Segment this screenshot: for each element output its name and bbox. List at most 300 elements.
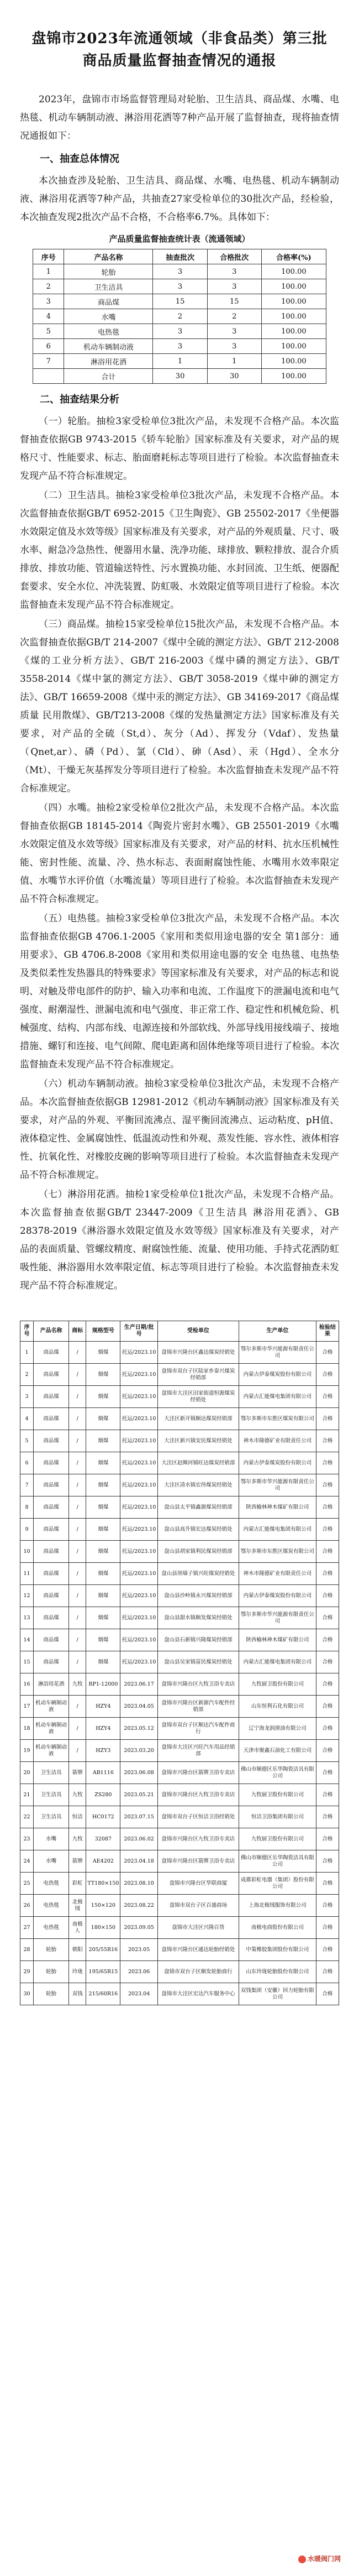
detail-cell: 盘锦市双台子区顺发轮胎商行 (157, 1961, 239, 1983)
detail-header-cell: 受检单位 (157, 1321, 239, 1342)
table-row (20, 1696, 339, 1718)
detail-cell: 合格 (316, 1364, 339, 1386)
detail-cell: 淋浴用花洒 (33, 1673, 68, 1696)
detail-header-cell: 产品名称 (33, 1321, 68, 1342)
summary-cell: 15 (207, 294, 261, 309)
detail-cell: 盘山县坝墙子镇兴旺煤炭经销处 (157, 1563, 239, 1585)
detail-cell: 合格 (316, 1651, 339, 1673)
summary-table-body (33, 264, 326, 384)
detail-cell: 托运/2023.10 (120, 1474, 157, 1496)
detail-cell: / (69, 1651, 86, 1673)
detail-cell: 180×150 (86, 1917, 120, 1939)
detail-cell: 上海北极绒服饰有限公司 (239, 1895, 316, 1917)
detail-cell: 轮胎 (33, 1983, 68, 2005)
detail-cell: 合格 (316, 1585, 339, 1607)
summary-cell: 4 (33, 309, 64, 324)
detail-cell: 2023.09.05 (120, 1917, 157, 1939)
detail-cell: 商品煤 (33, 1541, 68, 1563)
detail-cell: 150×120 (86, 1895, 120, 1917)
detail-cell: / (69, 1452, 86, 1474)
detail-cell: 九牧 (69, 1828, 86, 1850)
summary-cell: 3 (207, 279, 261, 294)
detail-cell: / (69, 1607, 86, 1629)
summary-cell: 100.00 (261, 279, 326, 294)
summary-cell: 2 (207, 309, 261, 324)
table-row (20, 1519, 339, 1541)
summary-cell: 100.00 (261, 369, 326, 384)
detail-cell: 托运/2023.10 (120, 1408, 157, 1430)
summary-cell: 15 (153, 294, 207, 309)
detail-cell: / (69, 1342, 86, 1364)
detail-cell: 22 (20, 1806, 34, 1828)
detail-cell: 8 (20, 1496, 34, 1519)
detail-header-cell: 序号 (20, 1321, 34, 1342)
detail-cell: HZY4 (86, 1696, 120, 1718)
summary-cell: 6 (33, 339, 64, 354)
table-row (20, 1828, 339, 1850)
analysis-paragraph: （三）商品煤。抽检15家受检单位15批次产品，未发现不合格产品。本次监督抽查依据GB/T 214-2007《煤中全硫的测定方法》、GB/T 212-2008《煤的工业分析方法》、GB/T 216-2003《煤中磷的测定方法》、GB/T 3558-2014《煤中氯的测定方法》、GB/T 3058-2019《煤中砷的测定方法》、GB/T 16659-2008《煤中汞的测定方法》、GB 34169-2017《商品煤质量 民用散煤》、GB/T213-2008《煤的发热量测定方法》国家标准及有关要求，对产品的全硫（St,d）、灰分（Ad）、挥发分（Vdaf）、发热量（Qnet,ar）、磷（Pd）、氯（Cld）、砷（Asd）、汞（Hgd）、全水分（Mt）、干燥无灰基挥发分等项目进行了检验。本次监督抽查未发现产品不符合标准规定。 (20, 619, 339, 794)
detail-cell: 2023.08.10 (120, 1873, 157, 1895)
table-row (20, 1651, 339, 1673)
detail-cell: 14 (20, 1629, 34, 1651)
detail-cell: 电热毯 (33, 1917, 68, 1939)
detail-cell: 盘锦市双台子区恒洁卫浴经销处 (157, 1806, 239, 1828)
detail-cell: 机动车辆制动液 (33, 1740, 68, 1762)
table-row (20, 1873, 339, 1895)
detail-cell: 卫生洁具 (33, 1806, 68, 1828)
summary-cell: 3 (207, 324, 261, 339)
detail-cell: TT180×150 (86, 1873, 120, 1895)
table-row (20, 1762, 339, 1784)
summary-table-row (33, 354, 326, 369)
detail-cell: 合格 (316, 1850, 339, 1873)
summary-cell: 3 (207, 264, 261, 279)
summary-cell: 2 (153, 309, 207, 324)
summary-cell (33, 369, 64, 384)
detail-cell: 合格 (316, 1696, 339, 1718)
detail-cell: 托运/2023.10 (120, 1452, 157, 1474)
detail-cell: 山东玲珑轮胎股份有限公司 (239, 1961, 316, 1983)
detail-cell: 2023.06.08 (120, 1762, 157, 1784)
detail-cell: RP1-12000 (86, 1673, 120, 1696)
detail-cell: 盘山县甜水镇顺发煤炭经销处 (157, 1607, 239, 1629)
detail-cell: 卫生洁具 (33, 1762, 68, 1784)
summary-cell: 水嘴 (64, 309, 153, 324)
detail-cell: 商品煤 (33, 1452, 68, 1474)
analysis-paragraph: （一）轮胎。抽检3家受检单位3批次产品，未发现不合格产品。本次监督抽查依据GB 9743-2015《轿车轮胎》国家标准及有关要求，对产品的规格尺寸、性能要求、标志、胎面磨耗标志等项目进行了检验。本次监督抽查未发现产品不符合标准规定。 (20, 416, 339, 482)
detail-cell: 2023.05 (120, 1939, 157, 1961)
summary-cell: 电热毯 (64, 324, 153, 339)
detail-cell: 佛山市顺德区乐华陶瓷洁具有限公司 (239, 1850, 316, 1873)
detail-cell: 烟煤 (86, 1519, 120, 1541)
detail-cell: 恒洁 (69, 1806, 86, 1828)
table-row (20, 1541, 339, 1563)
detail-cell: 水嘴 (33, 1850, 68, 1873)
detail-cell: 合格 (316, 1806, 339, 1828)
detail-cell: 215/60R16 (86, 1983, 120, 2005)
site-watermark (298, 2554, 341, 2563)
table-row (20, 1364, 339, 1386)
detail-cell: 盘山县石新镇兴隆煤炭经销部 (157, 1629, 239, 1651)
detail-cell: 商品煤 (33, 1430, 68, 1452)
detail-cell: 盘山县胡家镇利民煤炭经销部 (157, 1541, 239, 1563)
detail-cell: 18 (20, 1718, 34, 1740)
detail-cell: 九牧 (69, 1673, 86, 1696)
detail-cell: 内蒙古汇能煤电集团有限公司 (239, 1386, 316, 1408)
detail-cell: 成都彩虹电器（集团）股份有限公司 (239, 1873, 316, 1895)
detail-cell: 大洼区清水镇宏伟煤炭经销处 (157, 1474, 239, 1496)
detail-cell: 盘锦市兴隆台区九牧卫浴专卖店 (157, 1828, 239, 1850)
summary-cell: 商品煤 (64, 294, 153, 309)
detail-cell: 合格 (316, 1629, 339, 1651)
detail-cell: 商品煤 (33, 1474, 68, 1496)
detail-cell: 佛山市顺德区乐华陶瓷洁具有限公司 (239, 1762, 316, 1784)
detail-cell: 2023.04.05 (120, 1696, 157, 1718)
watermark-text: 水暖阀门网 (308, 2555, 341, 2563)
detail-cell: 合格 (316, 1408, 339, 1430)
summary-cell: 100.00 (261, 324, 326, 339)
detail-cell: 合格 (316, 1673, 339, 1696)
detail-cell: 烟煤 (86, 1474, 120, 1496)
detail-header-cell: 生产单位 (239, 1321, 316, 1342)
detail-cell: 盘锦市大洼区兴旺汽车用品经销部 (157, 1740, 239, 1762)
table-row (20, 1585, 339, 1607)
detail-cell: 合格 (316, 1496, 339, 1519)
detail-cell: 27 (20, 1917, 34, 1939)
table-row (20, 1386, 339, 1408)
detail-cell: 29 (20, 1961, 34, 1983)
detail-cell: 商品煤 (33, 1408, 68, 1430)
analysis-paragraphs (20, 413, 339, 1295)
detail-cell: 16 (20, 1673, 34, 1696)
detail-cell: 中策橡胶集团股份有限公司 (239, 1939, 316, 1961)
detail-cell: / (69, 1364, 86, 1386)
detail-cell: 盘锦市兴隆台区箭牌卫浴专卖店 (157, 1850, 239, 1873)
detail-cell: 托运/2023.10 (120, 1364, 157, 1386)
detail-cell: 托运/2023.10 (120, 1519, 157, 1541)
detail-cell: / (69, 1496, 86, 1519)
detail-cell: 卫生洁具 (33, 1784, 68, 1806)
detail-cell: 烟煤 (86, 1629, 120, 1651)
detail-cell: 烟煤 (86, 1651, 120, 1673)
detail-cell: / (69, 1629, 86, 1651)
summary-cell: 3 (153, 279, 207, 294)
detail-cell: / (69, 1430, 86, 1452)
table-row (20, 1408, 339, 1430)
summary-cell: 100.00 (261, 294, 326, 309)
detail-cell: 玲珑 (69, 1961, 86, 1983)
summary-table (33, 249, 326, 384)
detail-cell: 水嘴 (33, 1828, 68, 1850)
detail-cell: 2023.06.02 (120, 1828, 157, 1850)
detail-cell: 彩虹 (69, 1873, 86, 1895)
table-row (20, 1673, 339, 1696)
detail-cell: ZS280 (86, 1784, 120, 1806)
summary-cell: 30 (207, 369, 261, 384)
detail-cell: 双钱 (69, 1983, 86, 2005)
detail-cell: 合格 (316, 1386, 339, 1408)
summary-cell: 100.00 (261, 309, 326, 324)
summary-cell: 1 (33, 264, 64, 279)
detail-cell: 6 (20, 1452, 34, 1474)
table-row (20, 1718, 339, 1740)
detail-cell: 箭牌 (69, 1850, 86, 1873)
detail-cell: / (69, 1386, 86, 1408)
detail-cell: 合格 (316, 1762, 339, 1784)
detail-cell: 3 (20, 1386, 34, 1408)
detail-cell: 内蒙古伊泰煤炭股份有限公司 (239, 1452, 316, 1474)
detail-cell: 托运/2023.10 (120, 1563, 157, 1585)
summary-cell: 100.00 (261, 354, 326, 369)
detail-cell: 烟煤 (86, 1563, 120, 1585)
detail-cell: / (69, 1563, 86, 1585)
detail-cell: 烟煤 (86, 1496, 120, 1519)
detail-cell: 九牧厨卫股份有限公司 (239, 1673, 316, 1696)
detail-cell: 轮胎 (33, 1961, 68, 1983)
detail-cell: 朝阳 (69, 1939, 86, 1961)
detail-cell: 2023.03.20 (120, 1740, 157, 1762)
detail-cell: 合格 (316, 1740, 339, 1762)
detail-cell: 2023.05.12 (120, 1718, 157, 1740)
detail-cell: 商品煤 (33, 1629, 68, 1651)
detail-table-header (20, 1321, 339, 1342)
table-row (20, 1850, 339, 1873)
detail-cell: 合格 (316, 1541, 339, 1563)
detail-cell: 大洼区新兴镇安民煤炭经销处 (157, 1430, 239, 1452)
detail-cell: HC0172 (86, 1806, 120, 1828)
detail-cell: 箭牌 (69, 1762, 86, 1784)
detail-cell: 大洼区赵圈河镇旺达煤炭经销部 (157, 1452, 239, 1474)
detail-cell: 合格 (316, 1519, 339, 1541)
detail-cell: 盘锦市兴隆台区通达轮胎经销处 (157, 1939, 239, 1961)
detail-cell: 2023.04 (120, 1983, 157, 2005)
detail-cell: 盘锦市兴隆台区华联商厦 (157, 1873, 239, 1895)
detail-cell: 鄂尔多斯市东胜区煤炭有限公司 (239, 1408, 316, 1430)
detail-cell: 内蒙古汇能煤电集团有限公司 (239, 1651, 316, 1673)
table-row (20, 1563, 339, 1585)
summary-cell: 100.00 (261, 339, 326, 354)
detail-cell: 合格 (316, 1983, 339, 2005)
summary-cell: 3 (153, 264, 207, 279)
detail-header-cell: 检验结果 (316, 1321, 339, 1342)
summary-table-header (33, 249, 326, 264)
detail-cell: 2023.05.21 (120, 1784, 157, 1806)
detail-cell: 托运/2023.10 (120, 1651, 157, 1673)
detail-cell: 电热毯 (33, 1895, 68, 1917)
detail-cell: 5 (20, 1430, 34, 1452)
detail-cell: 托运/2023.10 (120, 1496, 157, 1519)
detail-cell: 合格 (316, 1718, 339, 1740)
detail-cell: 合格 (316, 1917, 339, 1939)
detail-cell: 2 (20, 1364, 34, 1386)
table-row (20, 1496, 339, 1519)
detail-cell: / (69, 1541, 86, 1563)
summary-table-row (33, 279, 326, 294)
table-row (20, 1474, 339, 1496)
detail-cell: 机动车辆制动液 (33, 1696, 68, 1718)
detail-cell: 13 (20, 1607, 34, 1629)
table-row (20, 1917, 339, 1939)
detail-cell: 托运/2023.10 (120, 1607, 157, 1629)
summary-cell: 3 (153, 339, 207, 354)
summary-cell: 5 (33, 324, 64, 339)
analysis-paragraph: （六）机动车辆制动液。抽检3家受检单位3批次产品，未发现不合格产品。本次监督抽查依据GB 12981-2012《机动车辆制动液》国家标准及有关要求，对产品的外观、平衡回流沸点、湿平衡回流沸点、运动粘度、pH值、液体稳定性、金属腐蚀性、低温流动性和外观、蒸发性能、容水性、液体相容性、抗氧化性、对橡胶皮碗的影响等项目进行了检验。本次监督抽查未发现产品不符合标准规定。 (20, 1078, 339, 1181)
detail-cell: 商品煤 (33, 1364, 68, 1386)
detail-cell: 商品煤 (33, 1585, 68, 1607)
summary-header-cell: 合格批次 (207, 249, 261, 264)
detail-cell: 15 (20, 1651, 34, 1673)
section-1-heading: 一、抽查总体情况 (40, 153, 119, 165)
detail-cell: 盘锦市大洼区田家街道恒源煤炭经销处 (157, 1386, 239, 1408)
detail-cell: 鄂尔多斯市东胜区煤炭有限公司 (239, 1541, 316, 1563)
detail-cell: 双钱集团（安徽）回力轮胎有限公司 (239, 1983, 316, 2005)
detail-cell: 电热毯 (33, 1873, 68, 1895)
detail-cell: 7 (20, 1474, 34, 1496)
detail-cell: 盘锦市双台子区顺达汽车配件商行 (157, 1718, 239, 1740)
detail-cell: 合格 (316, 1895, 339, 1917)
summary-table-row (33, 294, 326, 309)
detail-cell: 合格 (316, 1342, 339, 1364)
detail-cell: 合格 (316, 1607, 339, 1629)
detail-cell: 合格 (316, 1430, 339, 1452)
summary-cell: 1 (153, 354, 207, 369)
detail-cell: 盘锦市双台子区陆家乡泰兴煤炭经销部 (157, 1364, 239, 1386)
valve-logo-icon (298, 2556, 306, 2563)
detail-cell: 2023.08.22 (120, 1895, 157, 1917)
summary-header-cell: 序号 (33, 249, 64, 264)
detail-cell: 陕西榆林神木煤矿有限公司 (239, 1496, 316, 1519)
detail-cell: 盘锦市大洼区兴隆百货 (157, 1917, 239, 1939)
detail-cell: 神木市隆德矿业有限责任公司 (239, 1563, 316, 1585)
table-row (20, 1629, 339, 1651)
summary-header-cell: 产品名称 (64, 249, 153, 264)
table-row (20, 1961, 339, 1983)
detail-cell: 九牧 (69, 1784, 86, 1806)
detail-cell: 盘山县太平镇鑫源煤炭经销部 (157, 1496, 239, 1519)
detail-cell: 机动车辆制动液 (33, 1718, 68, 1740)
detail-cell: 21 (20, 1784, 34, 1806)
detail-cell: 烟煤 (86, 1452, 120, 1474)
section-2-heading: 二、抽查结果分析 (40, 394, 119, 405)
detail-cell: 内蒙古伊泰煤炭股份有限公司 (239, 1364, 316, 1386)
detail-cell: 盘锦市兴隆台区鑫达煤炭经销处 (157, 1342, 239, 1364)
detail-cell: 商品煤 (33, 1563, 68, 1585)
detail-cell: 南极人 (69, 1917, 86, 1939)
detail-cell: / (69, 1474, 86, 1496)
detail-cell: 大洼区新开镇顺达煤炭经销部 (157, 1408, 239, 1430)
detail-cell: HZY4 (86, 1718, 120, 1740)
analysis-paragraph: （五）电热毯。抽检3家受检单位3批次产品，未发现不合格产品。本次监督抽查依据GB 4706.1-2005《家用和类似用途电器的安全 第1部分：通用要求》、GB 4706.8-2008《家用和类似用途电器的安全 电热毯、电热垫及类似柔性发热器具的特殊要求》等国家标准及有关要求，对产品的标志和说明、对触及带电部件的防护、输入功率和电流、工作温度下的泄漏电流和电气强度、耐潮湿性、泄漏电流和电气强度、非正常工作、稳定性和机械危险、机械强度、结构、内部布线、电源连接和外部软线、外部导线用接线端子、接地措施、螺钉和连接、电气间隙、爬电距离和固体绝缘等项目进行了检验。本次监督抽查未发现产品不符合标准规定。 (20, 913, 339, 1070)
detail-cell: 托运/2023.10 (120, 1430, 157, 1452)
table-row (20, 1983, 339, 2005)
detail-cell: 4 (20, 1408, 34, 1430)
detail-cell: 28 (20, 1939, 34, 1961)
summary-cell: 1 (207, 354, 261, 369)
detail-cell: HZY3 (86, 1740, 120, 1762)
summary-cell: 30 (153, 369, 207, 384)
detail-cell: 盘锦市大洼区宏达汽车服务中心 (157, 1983, 239, 2005)
detail-cell: / (69, 1718, 86, 1740)
detail-cell: 2023.07.15 (120, 1806, 157, 1828)
detail-cell: 内蒙古汇能煤电集团有限公司 (239, 1519, 316, 1541)
detail-cell: / (69, 1740, 86, 1762)
detail-cell: 30 (20, 1983, 34, 2005)
detail-table-body (20, 1342, 339, 2005)
detail-cell: 合格 (316, 1452, 339, 1474)
detail-cell: 南极电商股份有限公司 (239, 1917, 316, 1939)
detail-cell: 32087 (86, 1828, 120, 1850)
detail-cell: 11 (20, 1563, 34, 1585)
detail-cell: 盘锦市兴隆台区九牧卫浴专卖店 (157, 1673, 239, 1696)
detail-cell: 合格 (316, 1784, 339, 1806)
detail-cell: AE4202 (86, 1850, 120, 1873)
detail-cell: 盘锦市兴隆台区箭牌卫浴专卖店 (157, 1762, 239, 1784)
detail-cell: 托运/2023.10 (120, 1585, 157, 1607)
table-row (20, 1939, 339, 1961)
detail-cell: 轮胎 (33, 1939, 68, 1961)
detail-cell: 12 (20, 1585, 34, 1607)
detail-header-cell: 商标 (69, 1321, 86, 1342)
detail-cell: 10 (20, 1541, 34, 1563)
table-row (20, 1784, 339, 1806)
detail-cell: 天津市聚鑫石油化工有限公司 (239, 1740, 316, 1762)
summary-cell: 3 (33, 294, 64, 309)
detail-cell: 23 (20, 1828, 34, 1850)
detail-cell: 烟煤 (86, 1607, 120, 1629)
detail-cell: 山东恒利石化有限公司 (239, 1696, 316, 1718)
detail-cell: 合格 (316, 1828, 339, 1850)
detail-cell: 陕西榆林神木煤矿有限公司 (239, 1629, 316, 1651)
analysis-paragraph: （七）淋浴用花洒。抽检1家受检单位1批次产品，未发现不合格产品。本次监督抽查依据GB/T 23447-2009《卫生洁具 淋浴用花洒》、GB 28378-2019《淋浴器水效限定值及水效等级》国家标准及有关要求，对产品的表面质量、管螺纹精度、耐腐蚀性能、流量、使用功能、手持式花洒防虹吸性能、淋浴器用水效率限定值、标志等项目进行了检验。本次监督抽查未发现产品不符合标准规定。 (20, 1189, 339, 1291)
detail-cell: 烟煤 (86, 1430, 120, 1452)
table-row (20, 1740, 339, 1762)
analysis-paragraph: （四）水嘴。抽检2家受检单位2批次产品，未发现不合格产品。本次监督抽查依据GB 18145-2014《陶瓷片密封水嘴》、GB 25501-2019《水嘴水效限定值及水效等级》国家标准及有关要求，对产品的材料、抗水压机械性能、密封性能、流量、冷、热水标志、表面耐腐蚀性能、水嘴用水效率限定值、水嘴节水评价值（水嘴流量）等项目进行了检验。本次监督抽查未发现产品不符合标准规定。 (20, 802, 339, 905)
detail-cell: 烟煤 (86, 1364, 120, 1386)
table-row (20, 1430, 339, 1452)
detail-cell: 205/55R16 (86, 1939, 120, 1961)
detail-cell: 20 (20, 1762, 34, 1784)
summary-table-row (33, 264, 326, 279)
detail-cell: 25 (20, 1873, 34, 1895)
detail-cell: 盘锦市兴隆台区九牧卫浴专卖店 (157, 1784, 239, 1806)
detail-cell: 合格 (316, 1474, 339, 1496)
detail-cell: 烟煤 (86, 1585, 120, 1607)
summary-cell: 机动车辆制动液 (64, 339, 153, 354)
intro-paragraph: 2023年，盘锦市市场监督管理局对轮胎、卫生洁具、商品煤、水嘴、电热毯、机动车辆制动液、淋浴用花洒等7种产品开展了监督抽查，现将抽查情况通报如下： (20, 94, 339, 142)
detail-cell: 烟煤 (86, 1342, 120, 1364)
detail-cell: 2023.06 (120, 1961, 157, 1983)
summary-table-row (33, 339, 326, 354)
detail-cell: 195/65R15 (86, 1961, 120, 1983)
detail-cell: / (69, 1408, 86, 1430)
detail-cell: / (69, 1696, 86, 1718)
detail-cell: 内蒙古伊泰煤炭股份有限公司 (239, 1585, 316, 1607)
detail-cell: 托运/2023.10 (120, 1629, 157, 1651)
summary-header-cell: 合格率(%) (261, 249, 326, 264)
detail-cell: 1 (20, 1342, 34, 1364)
detail-cell: AB1116 (86, 1762, 120, 1784)
summary-cell: 淋浴用花洒 (64, 354, 153, 369)
detail-cell: 商品煤 (33, 1496, 68, 1519)
table-row (20, 1342, 339, 1364)
detail-cell: 商品煤 (33, 1519, 68, 1541)
detail-cell: 烟煤 (86, 1386, 120, 1408)
detail-cell: 盘锦市双台子区百盛商场 (157, 1895, 239, 1917)
detail-header-cell: 规格型号 (86, 1321, 120, 1342)
summary-header-cell: 抽查批次 (153, 249, 207, 264)
detail-cell: 17 (20, 1696, 34, 1718)
summary-table-caption: 产品质量监督抽查统计表（流通领域） (109, 234, 250, 244)
